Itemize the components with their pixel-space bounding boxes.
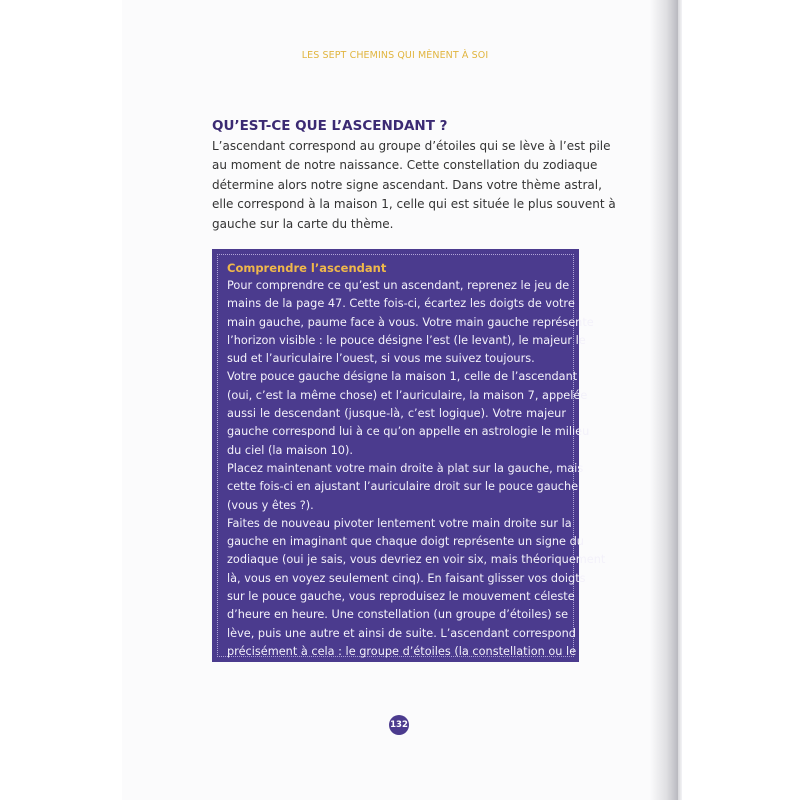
box-line: lève, puis une autre et ainsi de suite. L’ascendant correspond — [227, 626, 576, 640]
box-line: (oui, c’est la même chose) et l’auriculaire, la maison 7, appelée — [227, 388, 588, 402]
box-line: cette fois-ci en ajustant l’auriculaire droit sur le pouce gauche — [227, 480, 579, 494]
box-line: Placez maintenant votre main droite à plat sur la gauche, mais — [227, 461, 584, 475]
box-line: précisément à cela : le groupe d’étoiles (la constellation ou le — [227, 644, 577, 658]
box-line: sud et l’auriculaire l’ouest, si vous me suivez toujours. — [227, 352, 535, 366]
intro-line: elle correspond à la maison 1, celle qui est située le plus souvent à — [212, 197, 616, 212]
box-line: gauche en imaginant que chaque doigt représente un signe du — [227, 535, 584, 549]
box-line: du ciel (la maison 10). — [227, 443, 353, 457]
intro-line: détermine alors notre signe ascendant. Dans votre thème astral, — [212, 177, 602, 192]
intro-line: au moment de notre naissance. Cette constellation du zodiaque — [212, 158, 598, 173]
box-line: Pour comprendre ce qu’est un ascendant, reprenez le jeu de — [227, 279, 570, 292]
section-title: QU’EST-CE QUE L’ASCENDANT ? — [212, 118, 448, 134]
box-line: aussi le descendant (jusque-là, c’est logique). Votre majeur — [227, 407, 566, 421]
box-line: zodiaque (oui je sais, vous devriez en voir six, mais théoriquement — [227, 553, 606, 567]
box-line: d’heure en heure. Une constellation (un groupe d’étoiles) se — [227, 608, 569, 622]
page-number-badge: 132 — [389, 715, 409, 735]
page-gutter-shadow — [650, 0, 680, 800]
box-line: gauche correspond lui à ce qu’on appelle en astrologie le milieu — [227, 425, 590, 439]
box-line: main gauche, paume face à vous. Votre main gauche représente — [227, 315, 594, 329]
page-edge — [678, 0, 682, 800]
intro-paragraph — [212, 137, 616, 234]
intro-line: gauche sur la carte du thème. — [212, 216, 394, 231]
box-line: Faites de nouveau pivoter lentement votre main droite sur la — [227, 516, 572, 530]
box-line: là, vous en voyez seulement cinq). En faisant glisser vos doigts — [227, 571, 586, 585]
box-line: (vous y êtes ?). — [227, 498, 314, 512]
box-line: mains de la page 47. Cette fois-ci, écartez les doigts de votre — [227, 297, 575, 311]
box-line: Votre pouce gauche désigne la maison 1, celle de l’ascendant — [227, 370, 578, 384]
box-title: Comprendre l’ascendant — [227, 261, 387, 275]
running-head: LES SEPT CHEMINS QUI MÈNENT À SOI — [301, 50, 489, 61]
box-text — [227, 277, 606, 661]
box-line: l’horizon visible : le pouce désigne l’est (le levant), le majeur le — [227, 333, 586, 347]
intro-line: L’ascendant correspond au groupe d’étoiles qui se lève à l’est pile — [212, 139, 611, 153]
box-line: sur le pouce gauche, vous reproduisez le mouvement céleste — [227, 590, 575, 604]
